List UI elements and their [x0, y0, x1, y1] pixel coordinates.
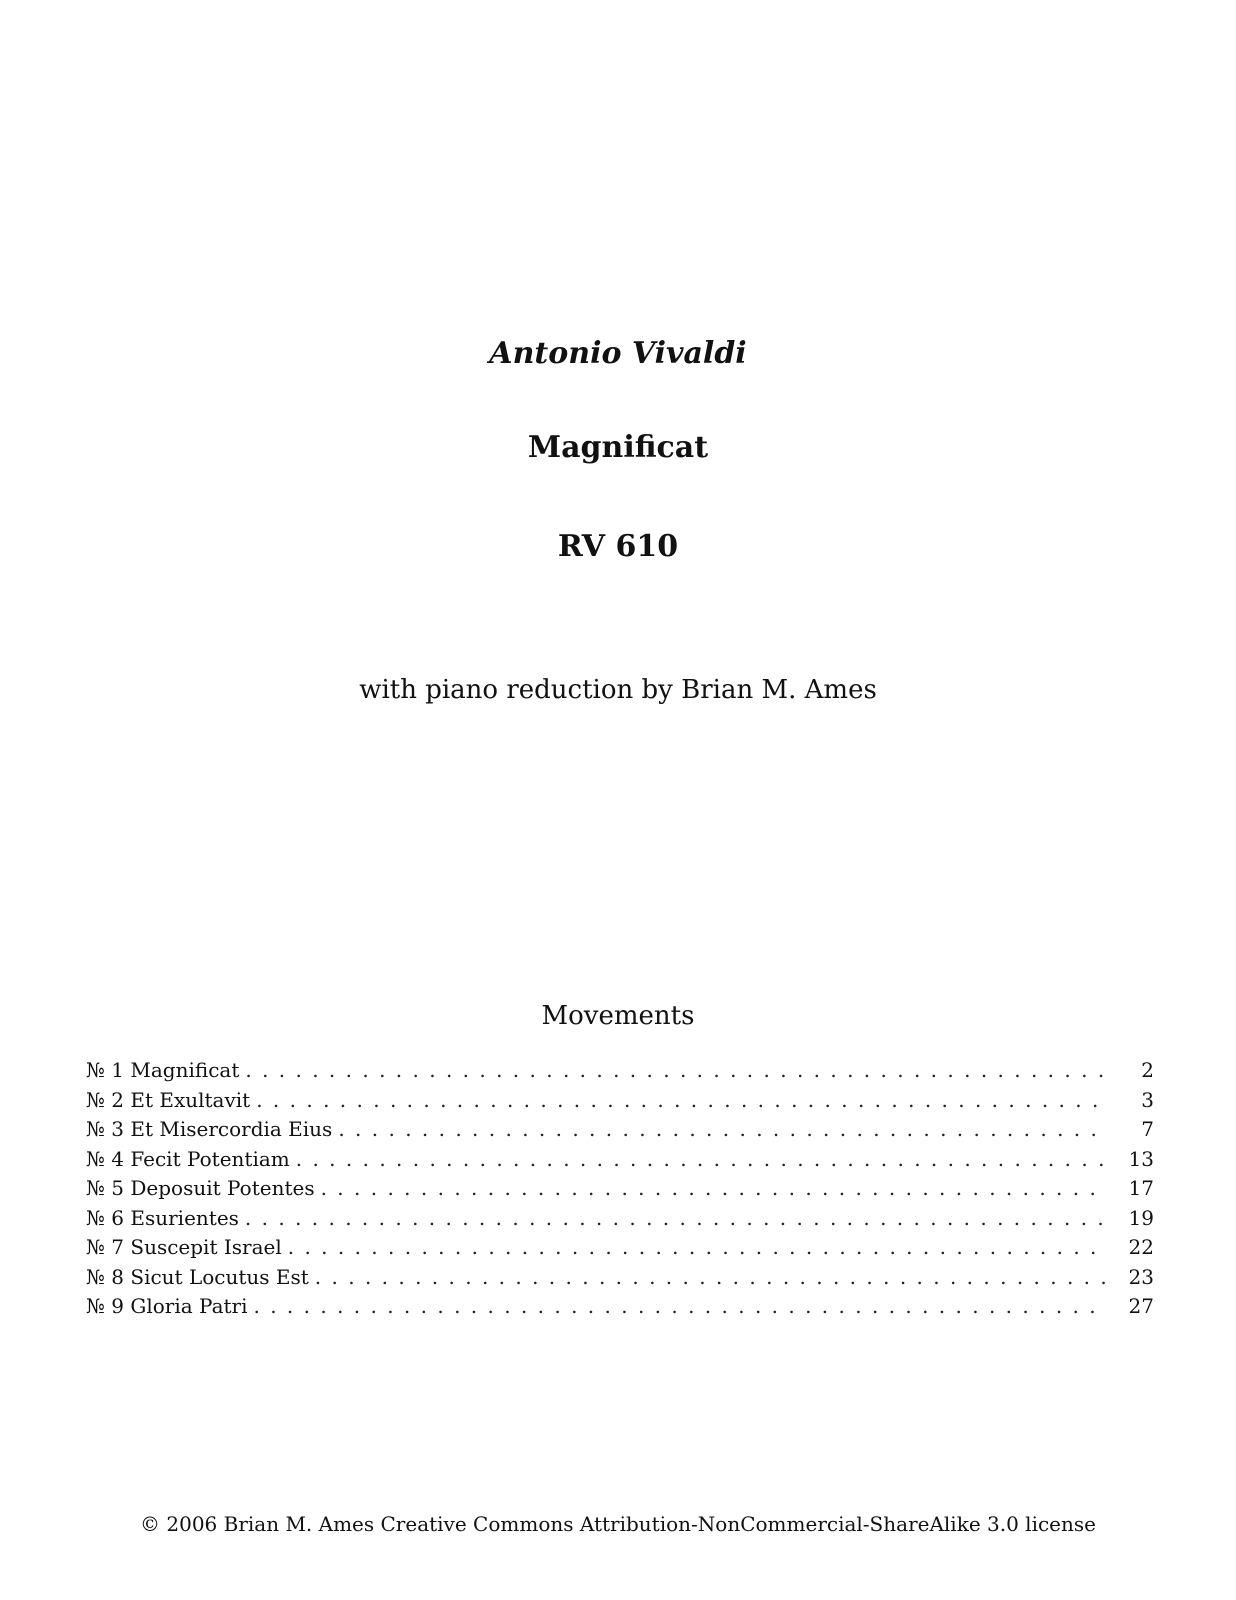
movement-title: № 2 Et Exultavit [86, 1087, 251, 1112]
movement-entry-2[interactable] [86, 1086, 1154, 1116]
dot-leader [315, 1263, 1106, 1293]
work-title: Magnificat [527, 430, 709, 465]
movement-entry-7[interactable] [86, 1233, 1154, 1263]
movement-page-number: 19 [1128, 1205, 1154, 1230]
dot-leader [245, 1056, 1106, 1086]
movement-entry-6[interactable] [86, 1204, 1154, 1234]
arrangement-credit: with piano reduction by Brian M. Ames [359, 675, 877, 705]
movement-page-number: 17 [1128, 1176, 1154, 1200]
catalog-number: RV 610 [557, 529, 679, 564]
movement-title: № 5 Deposuit Potentes [86, 1176, 315, 1200]
movement-entry-8[interactable] [86, 1263, 1154, 1293]
dot-leader [245, 1204, 1106, 1234]
movement-entry-9[interactable] [86, 1292, 1154, 1322]
movement-title: № 9 Gloria Patri [86, 1294, 248, 1318]
dot-leader [321, 1174, 1106, 1204]
movement-page-number: 23 [1128, 1264, 1154, 1289]
movement-title: № 3 Et Misercordia Eius [86, 1117, 333, 1141]
movement-entry-3[interactable] [86, 1115, 1154, 1145]
movement-title: № 4 Fecit Potentiam [86, 1146, 290, 1171]
movement-title: № 6 Esurientes [86, 1205, 239, 1230]
movements-list [86, 1056, 1154, 1322]
movement-entry-1[interactable] [86, 1056, 1154, 1086]
copyright-notice: © 2006 Brian M. Ames Creative Commons Attribution-NonCommercial-ShareAlike 3.0 license [140, 1512, 1096, 1536]
movement-title: № 1 Magnificat [86, 1058, 240, 1082]
dot-leader [338, 1115, 1106, 1145]
movement-title: № 7 Suscepit Israel [86, 1235, 282, 1259]
movement-page-number: 2 [1141, 1058, 1154, 1082]
movement-page-number: 13 [1128, 1146, 1154, 1171]
movements-heading: Movements [541, 1001, 695, 1031]
movement-page-number: 7 [1141, 1117, 1154, 1141]
movement-title: № 8 Sicut Locutus Est [86, 1264, 309, 1289]
movement-page-number: 27 [1128, 1294, 1154, 1318]
dot-leader [288, 1233, 1106, 1263]
dot-leader [256, 1086, 1106, 1116]
dot-leader [254, 1292, 1107, 1322]
movement-entry-5[interactable] [86, 1174, 1154, 1204]
movement-entry-4[interactable] [86, 1145, 1154, 1175]
movement-page-number: 3 [1141, 1087, 1154, 1112]
movement-page-number: 22 [1128, 1235, 1154, 1259]
dot-leader [296, 1145, 1106, 1175]
composer-name: Antonio Vivaldi [489, 336, 747, 371]
